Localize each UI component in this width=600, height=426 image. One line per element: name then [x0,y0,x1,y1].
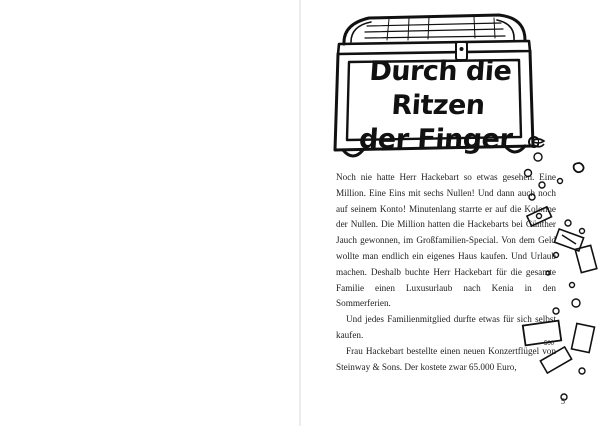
paragraph: Und jedes Familienmitglied durfte etwas für sich selbst kaufen. [336,314,556,340]
banknote-label: 500 [544,341,555,347]
coin-icon [572,299,580,307]
banknote-icon [527,207,552,226]
banknote-icon [575,245,597,272]
coin-icon [529,194,535,200]
chapter-title [348,55,527,157]
paragraph: Frau Hackebart bestellte einen neuen Konzertflügel von Steinway & Sons. Der kostete zwar 65.000 Euro, [336,345,556,372]
banknote-icon [571,323,594,352]
coin-icon [580,229,585,234]
chapter-title-line-1: Durch die Ritzen [368,56,513,121]
left-page [0,0,299,426]
chapter-title-line-2: der Finger [357,124,514,155]
keyhole-icon [460,47,464,51]
coin-icon [579,368,585,374]
coin-icon [546,271,550,275]
paragraph: Noch nie hatte Herr Hackebart so etwas gesehen. Eine Million. Eine Eins mit sechs Nullen! Und dann auch noch auf seinem Konto! Minutenlang starrte er auf die Kolonne der Nullen. Die Million hatten die Hackebarts bei Günther Jauch gewonnen, im Großfamilien-Special. Von dem Geld wollte man endlich ein eigenes Haus kaufen. Und Urlaub machen. Deshalb buchte Herr Hackebart für die gesamte Familie einen Luxusurlaub nach Kenia in den Sommerferien. [336,172,556,309]
coin-icon [558,179,563,184]
coin-icon [565,220,571,226]
coin-icon [553,308,559,314]
coin-icon [534,153,542,161]
banknote-icon [523,321,561,347]
page-number: 5 [561,397,565,406]
coin-icon [539,182,545,188]
banknote-icon [540,347,571,373]
chest-lid [338,15,530,54]
scribble-icon [574,163,584,172]
falling-money-decoration [520,135,600,425]
coin-icon [570,283,575,288]
coin-icon [525,170,532,177]
coin-icon [554,253,559,258]
coin-stack-icon [532,139,544,147]
